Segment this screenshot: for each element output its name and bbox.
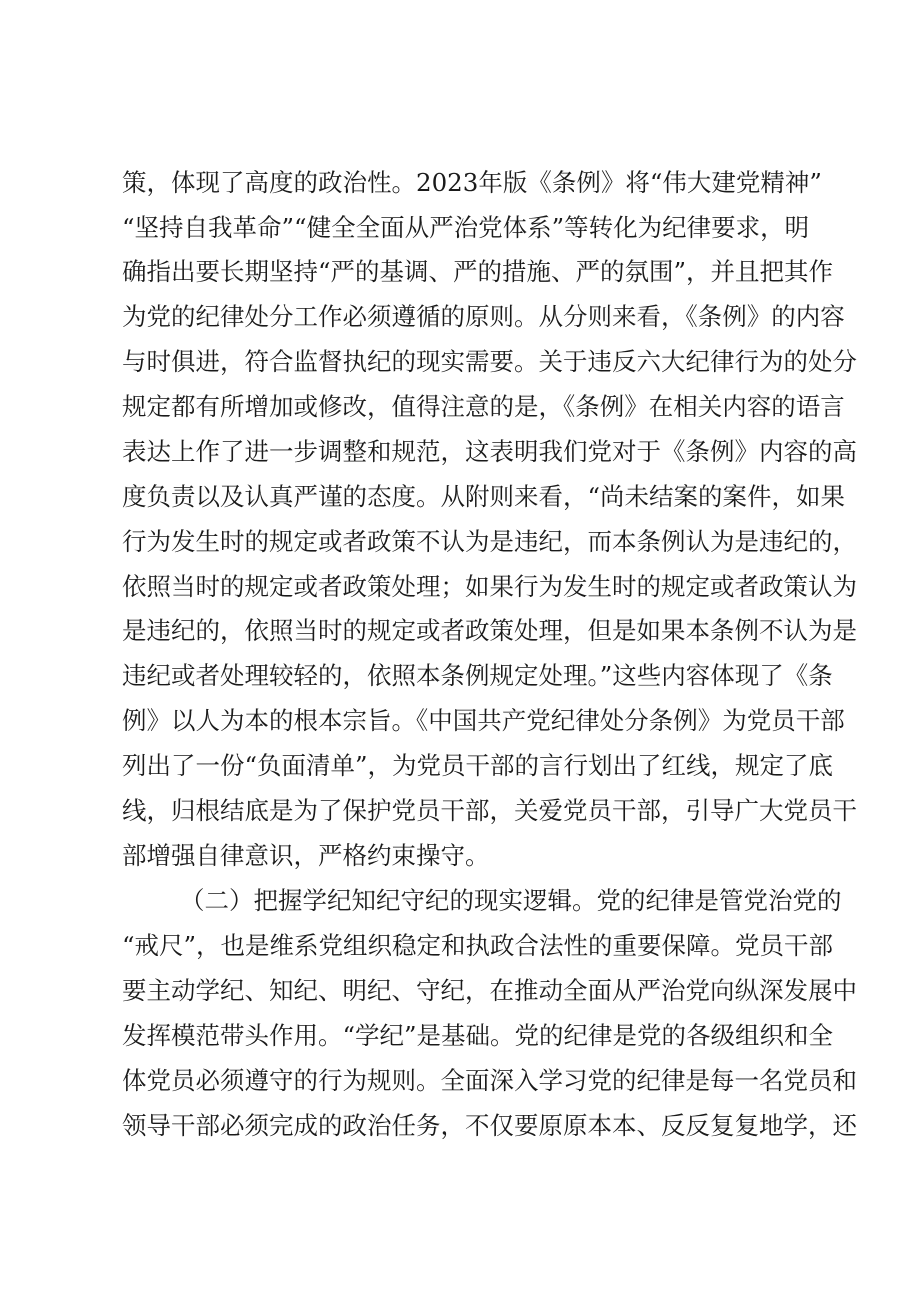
text-line: 度负责以及认真严谨的态度。从附则来看，“尚未结案的案件，如果: [122, 482, 846, 511]
text-line: 线，归根结底是为了保护党员干部，关爱党员干部，引导广大党员干: [122, 796, 857, 825]
text-line: 领导干部必须完成的政治任务，不仅要原原本本、反反复复地学，还: [122, 1111, 857, 1140]
text-line: 策，体现了高度的政治性。2023年版《条例》将“伟大建党精神”: [122, 168, 822, 197]
text-line: 依照当时的规定或者政策处理；如果行为发生时的规定或者政策认为: [122, 572, 857, 601]
text-line: 为党的纪律处分工作必须遵循的原则。从分则来看，《条例》的内容: [122, 302, 845, 331]
text-line: 发挥模范带头作用。“学纪”是基础。党的纪律是党的各级组织和全: [122, 1021, 834, 1050]
text-line: 是违纪的，依照当时的规定或者政策处理，但是如果本条例不认为是: [122, 616, 857, 645]
section-heading-line: （二）把握学纪知纪守纪的现实逻辑。党的纪律是管党治党的: [180, 886, 842, 915]
text-line: 确指出要长期坚持“严的基调、严的措施、严的氛围”，并且把其作: [122, 257, 834, 286]
text-line: “戒尺”，也是维系党组织稳定和执政合法性的重要保障。党员干部: [122, 931, 834, 960]
text-line: “坚持自我革命”“健全全面从严治党体系”等转化为纪律要求，明: [122, 213, 810, 242]
text-line: 体党员必须遵守的行为规则。全面深入学习党的纪律是每一名党员和: [122, 1066, 857, 1095]
text-line: 行为发生时的规定或者政策不认为是违纪，而本条例认为是违纪的，: [122, 527, 857, 556]
text-line: 与时俱进，符合监督执纪的现实需要。关于违反六大纪律行为的处分: [122, 347, 857, 376]
text-line: 列出了一份“负面清单”，为党员干部的言行划出了红线，规定了底: [122, 751, 834, 780]
text-line: 违纪或者处理较轻的，依照本条例规定处理。”这些内容体现了《条: [122, 661, 833, 690]
paragraph-end-line: 部增强自律意识，严格约束操守。: [122, 841, 490, 870]
text-line: 表达上作了进一步调整和规范，这表明我们党对于《条例》内容的高: [122, 437, 857, 466]
text-line: 要主动学纪、知纪、明纪、守纪，在推动全面从严治党向纵深发展中: [122, 976, 857, 1005]
text-line: 例》以人为本的根本宗旨。《中国共产党纪律处分条例》为党员干部: [122, 706, 845, 735]
text-line: 规定都有所增加或修改，值得注意的是，《条例》在相关内容的语言: [122, 392, 845, 421]
